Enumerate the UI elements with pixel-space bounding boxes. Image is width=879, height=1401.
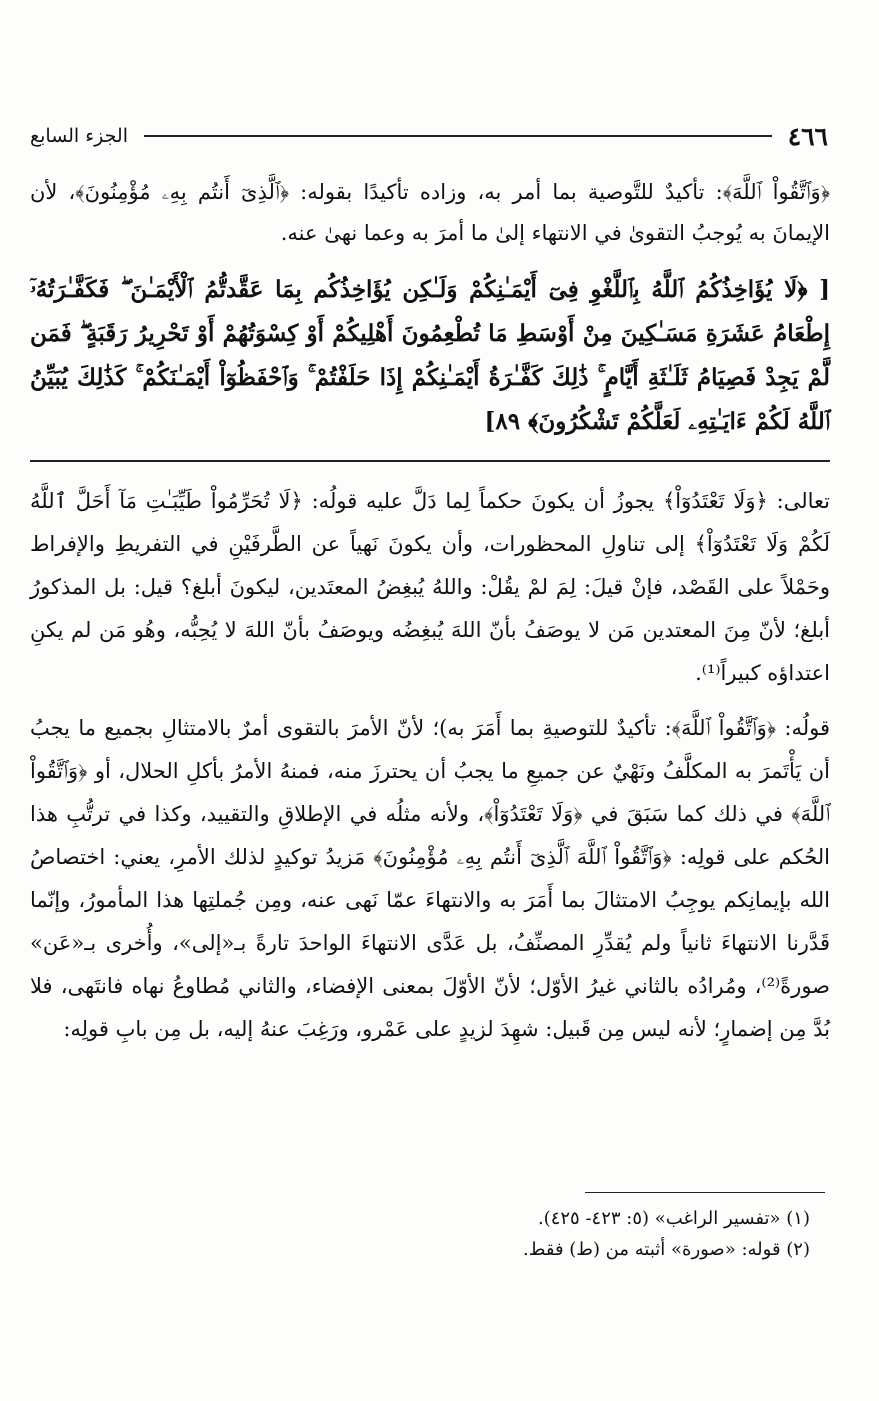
commentary-paragraph-1: تعالى: ﴿وَلَا تَعْتَدُوٓاْ﴾ يجوزُ أن يكونَ حكماً لِما دَلَّ عليه قولُه: ﴿لَا تُحَرِّمُواْ طَيِّبَـٰتِ مَآ أَحَلَّ ٱللَّهُ لَكُمْ وَلَا تَعْتَدُوٓاْ﴾ إلى تناولِ المحظورات، وأن يكونَ نَهياً عن الطَّرفَيْنِ في التفريطِ والإفراط وحَمْلاً على القَصْد، فإنْ قيلَ: لِمَ لمْ يقُلْ: واللهُ يُبغِضُ المعتَدين، ليكونَ أبلغ؟ قيل: بل المذكورُ أبلغ؛ لأنّ مِنَ المعتدين مَن لا يوصَفُ بأنّ اللهَ يُبغِضُه ويوصَفُ بأنّ اللهَ لا يُحِبُّه، وهُو مَن لم يكنِ اعتداؤه كبيراً⁽¹⁾.	[30, 489, 831, 685]
upper-commentary: ﴿وَٱتَّقُواْ ٱللَّهَ﴾: تأكيدٌ للتَّوصية بما أمر به، وزاده تأكيدًا بقوله: ﴿ٱلَّذِىٓ أَنتُم بِهِۦ مُؤْمِنُونَ﴾، لأن الإيمانَ به يُوجبُ التقوىٰ في الانتهاء إلىٰ ما أمرَ به وعما نهىٰ عنه.	[30, 180, 830, 245]
header-rule	[144, 135, 772, 137]
footnotes	[30, 1203, 810, 1265]
commentary-paragraph-2: قولُه: ﴿وَٱتَّقُواْ ٱللَّهَ﴾: تأكيدٌ للتوصيةِ بما أَمَرَ به)؛ لأنّ الأمرَ بالتقوى أمرٌ بالامتثالِ بجميع ما يجبُ أن يَأْتَمرَ به المكلَّفُ ونَهْيٌ عن جميعِ ما يجبُ أن يحترزَ منه، فمنهُ الأمرُ بأكلِ الحلال، أو ﴿وَٱتَّقُواْ ٱللَّهَ﴾ في ذلك كما سَبَقَ في ﴿وَلَا تَعْتَدُوٓاْ﴾، ولأنه مثلُه في الإطلاقِ والتقييد، وكذا في ترتُّبِ هذا الحُكم على قولِه: ﴿وَٱتَّقُواْ ٱللَّهَ ٱلَّذِىٓ أَنتُم بِهِۦ مُؤْمِنُونَ﴾ مَزيدُ توكيدٍ لذلك الأمرِ، يعني: اختصاصُ الله بإيمانِكم يوجِبُ الامتثالَ بما أَمَرَ به والانتهاءَ عمّا نَهى عنه، ومِن جُملتِها هذا المأمورُ، وإنّما قَدَّرنا الانتهاءَ ثانياً ولم يُقدِّرِ المصنِّفُ، بل عَدَّى الانتهاءَ الواحدَ تارةً بـ«إلى»، وأُخرى بـ«عَن» صورةً⁽²⁾، ومُرادُه بالثاني غيرُ الأوّل؛ لأنّ الأوّلَ بمعنى الإفضاء، والثاني مُطاوعُ نهاه فانتَهى، فلا بُدَّ مِن إضمارٍ؛ لأنه ليس مِن قَبيل: شهِدَ لزيدٍ على عَمْرو، ورَغِبَ عنهُ إليه، بل مِن بابِ قولِه:	[30, 716, 830, 1041]
lower-commentary	[30, 480, 830, 1063]
footnote-2: (٢) قوله: «صورة» أثبته من (ط) فقط.	[523, 1239, 810, 1260]
section-divider	[30, 460, 830, 462]
page-header	[30, 116, 828, 156]
quran-verse: [ ﴿لَا يُؤَاخِذُكُمُ ٱللَّهُ بِٱللَّغْوِ فِىٓ أَيْمَـٰنِكُمْ وَلَـٰكِن يُؤَاخِذُكُم بِمَا عَقَّدتُّمُ ٱلْأَيْمَـٰنَ ۖ فَكَفَّـٰرَتُهُۥٓ إِطْعَامُ عَشَرَةِ مَسَـٰكِينَ مِنْ أَوْسَطِ مَا تُطْعِمُونَ أَهْلِيكُمْ أَوْ كِسْوَتُهُمْ أَوْ تَحْرِيرُ رَقَبَةٍ ۖ فَمَن لَّمْ يَجِدْ فَصِيَامُ ثَلَـٰثَةِ أَيَّامٍ ۚ ذَٰلِكَ كَفَّـٰرَةُ أَيْمَـٰنِكُمْ إِذَا حَلَفْتُمْ ۚ وَٱحْفَظُوٓاْ أَيْمَـٰنَكُمْ ۚ كَذَٰلِكَ يُبَيِّنُ ٱللَّهُ لَكُمْ ءَايَـٰتِهِۦ لَعَلَّكُمْ تَشْكُرُونَ﴾ ٨٩]	[30, 276, 830, 435]
page-number: ٤٦٦	[787, 121, 828, 151]
footnote-divider	[585, 1192, 825, 1193]
part-title: الجزء السابع	[30, 125, 128, 147]
footnote-1: (١) «تفسير الراغب» (٥: ٤٢٣- ٤٢٥).	[537, 1208, 810, 1229]
